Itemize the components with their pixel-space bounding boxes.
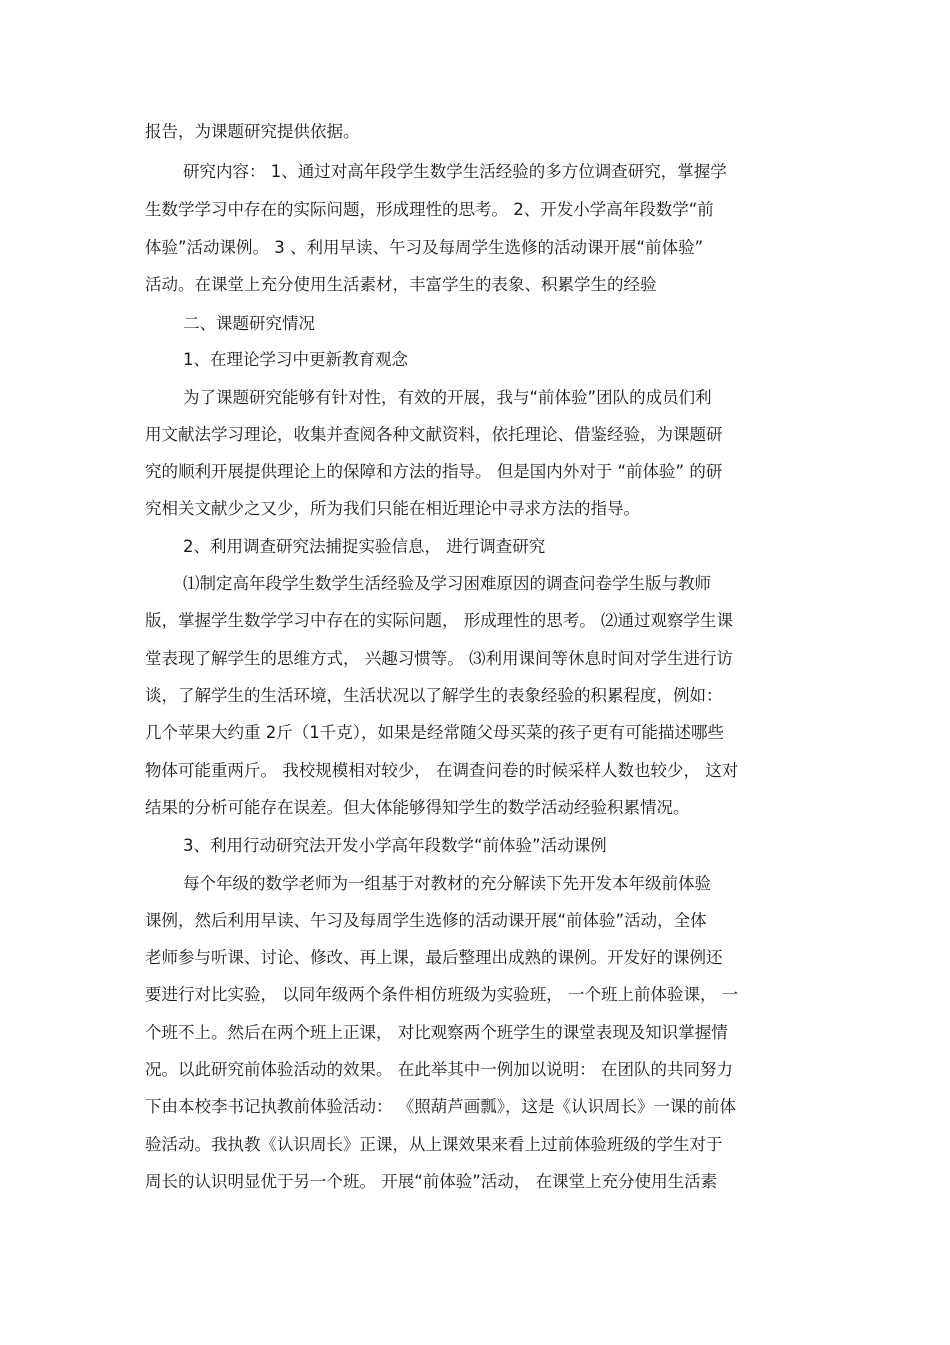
text-line: 报告，为课题研究提供依据。 [145,122,360,141]
text-line: 堂表现了解学生的思维方式， 兴趣习惯等。 ⑶利用课间等休息时间对学生进行访 [145,649,733,668]
text-line: 物体可能重两斤。 我校规模相对较少， 在调查问卷的时候采样人数也较少， 这对 [145,761,739,780]
text-line: 版，掌握学生数学学习中存在的实际问题， 形成理性的思考。 ⑵通过观察学生课 [145,611,733,630]
text-line: 老师参与听课、讨论、修改、再上课，最后整理出成熟的课例。开发好的课例还 [145,948,723,967]
text-line: ⑴制定高年段学生数学生活经验及学习困难原因的调查问卷学生版与教师 [183,574,711,593]
text-line: 体验”活动课例。 3 、利用早读、午习及每周学生选修的活动课开展“前体验” [145,238,704,257]
text-line: 研究内容： 1、通过对高年段学生数学生活经验的多方位调查研究，掌握学 [183,162,727,181]
text-line: 几个苹果大约重 2斤（1千克），如果是经常随父母买菜的孩子更有可能描述哪些 [145,723,724,742]
text-line: 每个年级的数学老师为一组基于对教材的充分解读下先开发本年级前体验 [183,874,711,893]
text-line: 个班不上。然后在两个班上正课， 对比观察两个班学生的课堂表现及知识掌握情 [145,1023,728,1042]
text-line: 用文献法学习理论，收集并查阅各种文献资料，依托理论、借鉴经验，为课题研 [145,425,723,444]
text-line: 课例，然后利用早读、午习及每周学生选修的活动课开展“前体验”活动，全体 [145,911,707,930]
text-line: 下由本校李书记执教前体验活动： 《照葫芦画瓢》，这是《认识周长》一课的前体 [145,1097,736,1116]
subsection-heading: 3、利用行动研究法开发小学高年段数学“前体验”活动课例 [183,836,607,855]
text-line: 验活动。我执教《认识周长》正课，从上课效果来看上过前体验班级的学生对于 [145,1135,723,1154]
text-line: 况。以此研究前体验活动的效果。 在此举其中一例加以说明： 在团队的共同努力 [145,1060,733,1079]
text-line: 究相关文献少之又少，所为我们只能在相近理论中寻求方法的指导。 [145,499,640,518]
text-line: 结果的分析可能存在误差。但大体能够得知学生的数学活动经验积累情况。 [145,798,690,817]
text-line: 周长的认识明显优于另一个班。 开展“前体验”活动， 在课堂上充分使用生活素 [145,1172,718,1191]
text-line: 生数学学习中存在的实际问题，形成理性的思考。 2、开发小学高年段数学“前 [145,200,714,219]
text-line: 活动。在课堂上充分使用生活素材，丰富学生的表象、积累学生的经验 [145,275,657,294]
text-line: 为了课题研究能够有针对性，有效的开展，我与“前体验”团队的成员们利 [183,388,712,407]
text-line: 究的顺利开展提供理论上的保障和方法的指导。 但是国内外对于 “前体验” 的研 [145,462,723,481]
section-heading: 二、课题研究情况 [183,314,315,333]
text-line: 谈，了解学生的生活环境，生活状况以了解学生的表象经验的积累程度，例如： [145,686,723,705]
subsection-heading: 2、利用调查研究法捕捉实验信息， 进行调查研究 [183,537,546,556]
text-line: 要进行对比实验， 以同年级两个条件相仿班级为实验班， 一个班上前体验课， 一 [145,985,739,1004]
subsection-heading: 1、在理论学习中更新教育观念 [183,350,408,369]
